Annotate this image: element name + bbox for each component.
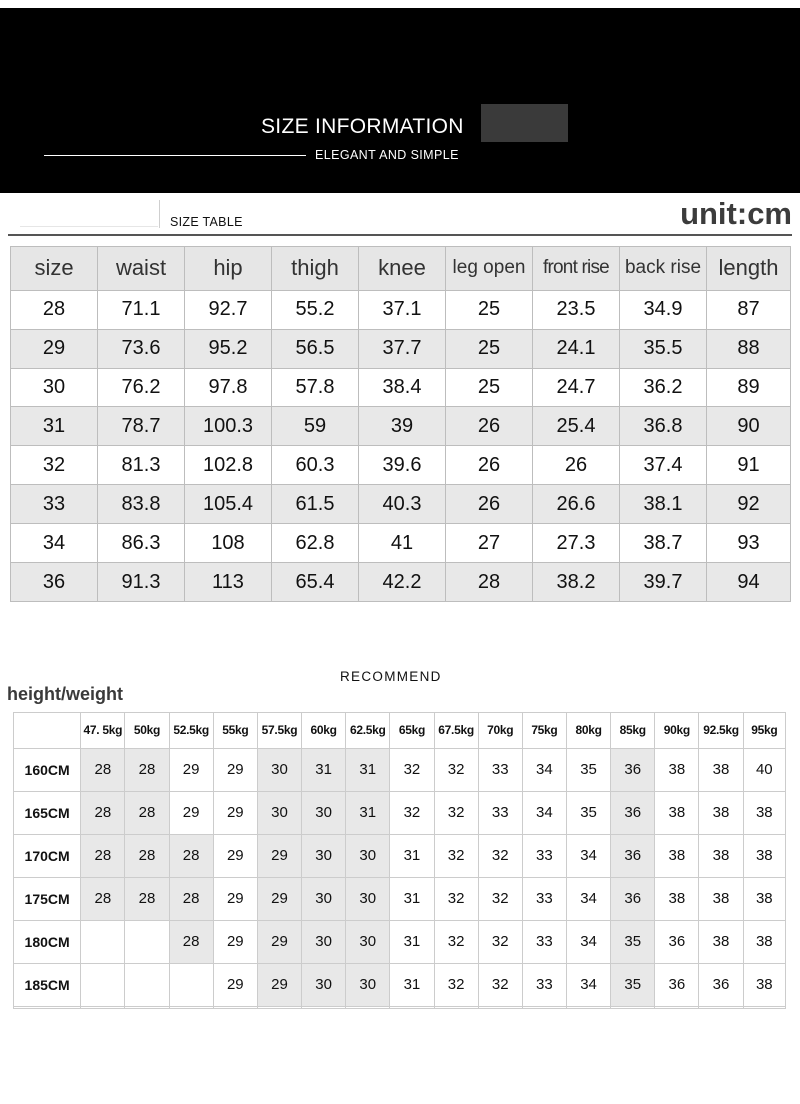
recommend-size-cell: [125, 963, 169, 1006]
size-table-cell: 61.5: [272, 485, 359, 524]
size-table-cell: 38.2: [533, 563, 620, 602]
recommend-size-cell: 38: [743, 791, 785, 834]
size-table-row: [11, 563, 791, 602]
size-table-header-cell: leg open: [446, 247, 533, 291]
size-table-cell: 92: [707, 485, 791, 524]
recommend-size-cell: [611, 1006, 655, 1008]
recommend-size-cell: 28: [125, 748, 169, 791]
size-table-cell: 56.5: [272, 329, 359, 368]
size-table-header-cell: hip: [185, 247, 272, 291]
recommend-size-cell: [81, 920, 125, 963]
recommend-size-cell: 36: [699, 963, 743, 1006]
header-banner: [0, 8, 800, 193]
recommend-size-cell: 38: [699, 877, 743, 920]
decorative-divider: [159, 200, 160, 228]
size-table-cell: 38.1: [620, 485, 707, 524]
recommend-size-cell: 31: [390, 834, 434, 877]
recommend-size-cell: 38: [699, 920, 743, 963]
weight-header-cell: 57.5kg: [257, 713, 301, 749]
size-table-cell: 26: [446, 485, 533, 524]
size-table-cell: 78.7: [98, 407, 185, 446]
recommend-size-cell: 38: [655, 877, 699, 920]
size-table-cell: 35.5: [620, 329, 707, 368]
recommend-size-cell: 32: [478, 963, 522, 1006]
size-table-header-cell: knee: [359, 247, 446, 291]
recommend-size-cell: 31: [390, 877, 434, 920]
size-table-cell: 26: [446, 446, 533, 485]
recommend-size-cell: 32: [434, 791, 478, 834]
size-table-header-cell: thigh: [272, 247, 359, 291]
size-table-cell: 24.1: [533, 329, 620, 368]
size-table-cell: 26: [446, 407, 533, 446]
recommend-size-cell: 29: [213, 791, 257, 834]
weight-header-cell: 62.5kg: [346, 713, 390, 749]
size-table-cell: 86.3: [98, 524, 185, 563]
weight-header-cell: 52.5kg: [169, 713, 213, 749]
size-table-header-cell: waist: [98, 247, 185, 291]
size-table-cell: 88: [707, 329, 791, 368]
size-table-cell: 87: [707, 290, 791, 329]
recommend-size-cell: 38: [655, 748, 699, 791]
recommend-size-cell: 32: [434, 963, 478, 1006]
recommend-size-cell: 28: [169, 834, 213, 877]
recommend-size-cell: 38: [743, 877, 785, 920]
size-table-cell: 97.8: [185, 368, 272, 407]
size-table-cell: 38.7: [620, 524, 707, 563]
recommend-size-cell: 30: [346, 834, 390, 877]
size-table-cell: 39: [359, 407, 446, 446]
height-cell: 160CM: [14, 748, 81, 791]
size-table-cell: 73.6: [98, 329, 185, 368]
recommend-size-cell: [434, 1006, 478, 1008]
weight-header-cell: 65kg: [390, 713, 434, 749]
recommend-size-cell: 28: [125, 877, 169, 920]
recommend-size-cell: 30: [302, 963, 346, 1006]
recommend-size-cell: 38: [743, 834, 785, 877]
recommend-size-cell: 32: [478, 920, 522, 963]
size-table-cell: 81.3: [98, 446, 185, 485]
size-table-cell: 32: [11, 446, 98, 485]
recommend-size-cell: 38: [699, 748, 743, 791]
size-table-cell: 34.9: [620, 290, 707, 329]
size-table-row: [11, 407, 791, 446]
size-table-cell: 25.4: [533, 407, 620, 446]
recommend-size-cell: 34: [522, 791, 566, 834]
recommend-size-cell: 30: [302, 791, 346, 834]
recommend-size-cell: [478, 1006, 522, 1008]
recommend-size-cell: 31: [346, 791, 390, 834]
recommend-size-cell: 29: [213, 834, 257, 877]
recommend-size-cell: 28: [169, 877, 213, 920]
recommend-size-cell: 29: [257, 834, 301, 877]
recommend-size-cell: [125, 920, 169, 963]
size-table-cell: 91.3: [98, 563, 185, 602]
recommend-size-cell: [655, 1006, 699, 1008]
size-table-cell: 92.7: [185, 290, 272, 329]
height-cell: 170CM: [14, 834, 81, 877]
recommend-title: RECOMMEND: [340, 669, 442, 684]
weight-header-cell: 95kg: [743, 713, 785, 749]
recommend-corner-cell: [14, 713, 81, 749]
recommend-size-cell: [81, 1006, 125, 1008]
size-table-row: [11, 524, 791, 563]
recommend-size-cell: 34: [522, 748, 566, 791]
size-table-cell: 113: [185, 563, 272, 602]
banner-subtitle: ELEGANT AND SIMPLE: [315, 148, 459, 162]
weight-header-cell: 90kg: [655, 713, 699, 749]
recommend-size-cell: [522, 1006, 566, 1008]
recommend-size-cell: 30: [302, 834, 346, 877]
recommend-size-cell: 30: [302, 920, 346, 963]
size-table-cell: 55.2: [272, 290, 359, 329]
size-table-cell: 62.8: [272, 524, 359, 563]
recommend-size-cell: 32: [390, 791, 434, 834]
recommend-size-cell: 30: [346, 963, 390, 1006]
size-table-cell: 36.8: [620, 407, 707, 446]
weight-header-cell: 80kg: [566, 713, 610, 749]
recommend-size-cell: 33: [478, 791, 522, 834]
weight-header-cell: 50kg: [125, 713, 169, 749]
recommend-size-cell: 28: [81, 834, 125, 877]
recommend-size-cell: [566, 1006, 610, 1008]
recommend-size-cell: 29: [213, 963, 257, 1006]
recommend-size-cell: 34: [566, 920, 610, 963]
recommend-size-cell: 35: [611, 963, 655, 1006]
recommend-size-cell: 29: [213, 877, 257, 920]
size-table-cell: 25: [446, 329, 533, 368]
size-table-cell: 95.2: [185, 329, 272, 368]
recommend-size-cell: 38: [655, 791, 699, 834]
size-table-row: [11, 368, 791, 407]
recommend-size-cell: 33: [522, 834, 566, 877]
recommend-size-cell: [390, 1006, 434, 1008]
size-table-cell: 26.6: [533, 485, 620, 524]
recommend-size-cell: 28: [81, 877, 125, 920]
recommend-size-cell: 28: [81, 748, 125, 791]
size-table-row: [11, 329, 791, 368]
recommend-row: [14, 834, 786, 877]
recommend-row: [14, 748, 786, 791]
size-table-cell: 28: [11, 290, 98, 329]
recommend-size-cell: 34: [566, 877, 610, 920]
recommend-size-cell: 30: [257, 791, 301, 834]
recommend-size-cell: 29: [257, 877, 301, 920]
recommend-size-cell: 30: [346, 920, 390, 963]
recommend-row: [14, 791, 786, 834]
size-table-cell: 60.3: [272, 446, 359, 485]
size-table-cell: 24.7: [533, 368, 620, 407]
recommend-size-cell: 32: [478, 877, 522, 920]
recommend-size-cell: 29: [169, 748, 213, 791]
size-table-cell: 59: [272, 407, 359, 446]
banner-divider: [44, 155, 306, 156]
recommend-size-cell: 36: [611, 877, 655, 920]
size-table-cell: 57.8: [272, 368, 359, 407]
weight-header-cell: 55kg: [213, 713, 257, 749]
decorative-line: [20, 226, 158, 227]
size-table-cell: 42.2: [359, 563, 446, 602]
size-table-cell: 23.5: [533, 290, 620, 329]
size-table-header-cell: size: [11, 247, 98, 291]
weight-header-cell: 75kg: [522, 713, 566, 749]
size-table-cell: 41: [359, 524, 446, 563]
recommend-header-row: [14, 713, 786, 749]
recommend-size-cell: 32: [478, 834, 522, 877]
recommend-row: [14, 920, 786, 963]
size-table-cell: 39.7: [620, 563, 707, 602]
recommend-size-cell: 38: [655, 834, 699, 877]
recommend-size-cell: [169, 963, 213, 1006]
size-table-header-cell: back rise: [620, 247, 707, 291]
size-table-cell: 83.8: [98, 485, 185, 524]
recommend-size-cell: [81, 963, 125, 1006]
recommend-size-cell: 32: [434, 877, 478, 920]
height-cell: 175CM: [14, 877, 81, 920]
size-table-header-row: [11, 247, 791, 291]
recommend-size-cell: 36: [611, 834, 655, 877]
recommend-size-cell: 38: [699, 791, 743, 834]
size-table-cell: 90: [707, 407, 791, 446]
recommend-size-cell: 36: [655, 920, 699, 963]
size-table-row: [11, 446, 791, 485]
recommend-size-cell: 29: [257, 963, 301, 1006]
height-cell: 165CM: [14, 791, 81, 834]
recommend-size-cell: [302, 1006, 346, 1008]
recommend-size-cell: 29: [213, 920, 257, 963]
recommend-size-cell: 35: [566, 748, 610, 791]
size-table-cell: 102.8: [185, 446, 272, 485]
recommend-size-cell: 40: [743, 748, 785, 791]
size-table-cell: 36: [11, 563, 98, 602]
recommend-size-cell: [346, 1006, 390, 1008]
recommend-row: [14, 1006, 786, 1008]
recommend-size-cell: 28: [81, 791, 125, 834]
recommend-size-cell: 31: [302, 748, 346, 791]
size-table-cell: 25: [446, 368, 533, 407]
size-table-cell: 37.4: [620, 446, 707, 485]
size-table-row: [11, 485, 791, 524]
recommend-size-cell: 30: [302, 877, 346, 920]
size-table-label: SIZE TABLE: [170, 215, 243, 229]
recommend-size-cell: 28: [125, 791, 169, 834]
height-weight-label: height/weight: [7, 684, 123, 704]
recommend-size-cell: 31: [390, 920, 434, 963]
recommend-row: [14, 877, 786, 920]
size-table-cell: 108: [185, 524, 272, 563]
recommend-size-cell: [699, 1006, 743, 1008]
banner-title: SIZE INFORMATION: [261, 115, 464, 138]
recommend-size-cell: 28: [125, 834, 169, 877]
weight-header-cell: 60kg: [302, 713, 346, 749]
size-table: [10, 246, 791, 602]
banner-logo-block: [481, 104, 568, 142]
size-table-cell: 28: [446, 563, 533, 602]
size-table-cell: 100.3: [185, 407, 272, 446]
recommend-size-cell: 38: [699, 834, 743, 877]
recommend-row: [14, 963, 786, 1006]
size-table-cell: 34: [11, 524, 98, 563]
size-table-cell: 94: [707, 563, 791, 602]
recommend-size-cell: 38: [743, 963, 785, 1006]
recommend-size-cell: 29: [213, 748, 257, 791]
recommend-size-cell: 38: [743, 920, 785, 963]
recommend-size-cell: 29: [169, 791, 213, 834]
size-table-cell: 33: [11, 485, 98, 524]
recommend-size-cell: 31: [346, 748, 390, 791]
recommend-size-cell: 35: [611, 920, 655, 963]
recommend-size-cell: 30: [257, 748, 301, 791]
recommend-size-cell: 30: [346, 877, 390, 920]
size-table-cell: 25: [446, 290, 533, 329]
size-table-cell: 27: [446, 524, 533, 563]
recommend-table: [13, 712, 786, 1009]
weight-header-cell: 92.5kg: [699, 713, 743, 749]
recommend-size-cell: 31: [390, 963, 434, 1006]
section-rule: [8, 234, 792, 236]
size-table-cell: 40.3: [359, 485, 446, 524]
recommend-size-cell: 33: [522, 963, 566, 1006]
recommend-size-cell: 33: [522, 920, 566, 963]
recommend-size-cell: [213, 1006, 257, 1008]
recommend-size-cell: [169, 1006, 213, 1008]
size-table-header-cell: front rise: [533, 247, 620, 291]
recommend-size-cell: 36: [611, 748, 655, 791]
size-table-cell: 31: [11, 407, 98, 446]
recommend-size-cell: 35: [566, 791, 610, 834]
size-table-cell: 71.1: [98, 290, 185, 329]
weight-header-cell: 85kg: [611, 713, 655, 749]
size-table-cell: 29: [11, 329, 98, 368]
height-cell: [14, 1006, 81, 1008]
recommend-size-cell: 34: [566, 834, 610, 877]
size-table-cell: 30: [11, 368, 98, 407]
recommend-size-cell: [257, 1006, 301, 1008]
recommend-size-cell: 33: [522, 877, 566, 920]
height-cell: 185CM: [14, 963, 81, 1006]
recommend-size-cell: 32: [434, 748, 478, 791]
size-table-cell: 89: [707, 368, 791, 407]
weight-header-cell: 47. 5kg: [81, 713, 125, 749]
size-table-cell: 37.1: [359, 290, 446, 329]
size-table-cell: 93: [707, 524, 791, 563]
size-table-cell: 105.4: [185, 485, 272, 524]
height-cell: 180CM: [14, 920, 81, 963]
recommend-size-cell: 29: [257, 920, 301, 963]
size-table-cell: 76.2: [98, 368, 185, 407]
weight-header-cell: 70kg: [478, 713, 522, 749]
recommend-size-cell: 36: [655, 963, 699, 1006]
recommend-size-cell: 28: [169, 920, 213, 963]
size-table-cell: 26: [533, 446, 620, 485]
recommend-size-cell: [125, 1006, 169, 1008]
weight-header-cell: 67.5kg: [434, 713, 478, 749]
size-table-cell: 38.4: [359, 368, 446, 407]
recommend-size-cell: 32: [434, 834, 478, 877]
size-table-cell: 27.3: [533, 524, 620, 563]
size-table-row: [11, 290, 791, 329]
recommend-size-cell: 36: [611, 791, 655, 834]
recommend-size-cell: 32: [390, 748, 434, 791]
size-table-cell: 39.6: [359, 446, 446, 485]
recommend-size-cell: 33: [478, 748, 522, 791]
size-table-cell: 36.2: [620, 368, 707, 407]
unit-label: unit:cm: [680, 196, 792, 231]
recommend-size-cell: [743, 1006, 785, 1008]
recommend-size-cell: 34: [566, 963, 610, 1006]
size-table-cell: 91: [707, 446, 791, 485]
size-table-header-cell: length: [707, 247, 791, 291]
size-table-cell: 65.4: [272, 563, 359, 602]
size-table-cell: 37.7: [359, 329, 446, 368]
recommend-size-cell: 32: [434, 920, 478, 963]
